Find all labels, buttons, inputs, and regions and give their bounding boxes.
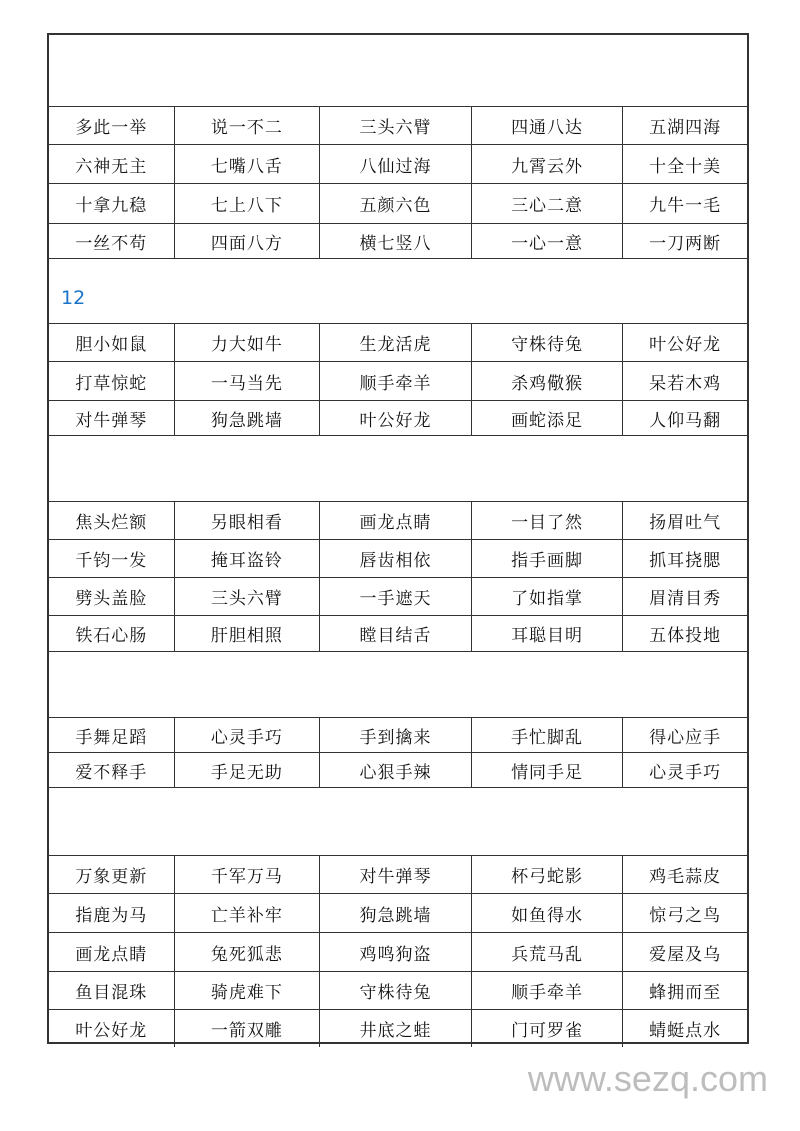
idiom-cell: 横七竖八 (320, 224, 472, 258)
idiom-cell: 焦头烂额 (49, 502, 175, 539)
idiom-cell: 得心应手 (649, 727, 722, 748)
idiom-cell: 兵荒马乱 (472, 933, 624, 971)
section-table-3 (49, 502, 747, 652)
idiom-cell: 鸡毛蒜皮 (649, 867, 722, 887)
idiom-cell: 呆若木鸡 (649, 373, 722, 394)
idiom-cell: 肝胆相照 (175, 616, 321, 651)
table-row (49, 753, 747, 788)
table-row (49, 184, 747, 224)
idiom-cell: 五湖四海 (649, 118, 722, 138)
table-row (49, 502, 747, 540)
table-row (49, 1010, 747, 1047)
section-table-5 (49, 856, 747, 1047)
idiom-cell: 心狠手辣 (320, 753, 472, 787)
idiom-cell: 耳聪目明 (472, 616, 624, 651)
table-row (49, 972, 747, 1010)
table-row (49, 856, 747, 894)
idiom-cell: 守株待兔 (320, 972, 472, 1009)
idiom-cell: 对牛弹琴 (320, 856, 472, 893)
idiom-cell: 杀鸡儆猴 (472, 362, 624, 400)
idiom-cell: 力大如牛 (175, 324, 321, 361)
section-table-2 (49, 324, 747, 436)
idiom-cell: 井底之蛙 (320, 1010, 472, 1047)
table-row (49, 401, 747, 436)
table-row (49, 718, 747, 753)
idiom-cell: 生龙活虎 (320, 324, 472, 361)
idiom-cell: 十全十美 (649, 156, 722, 177)
idiom-cell: 鸡鸣狗盗 (320, 933, 472, 971)
idiom-cell: 心灵手巧 (175, 718, 321, 752)
idiom-cell: 五颜六色 (320, 184, 472, 223)
idiom-cell: 顺手牵羊 (320, 362, 472, 400)
idiom-cell: 万象更新 (49, 856, 175, 893)
idiom-cell: 亡羊补牢 (175, 894, 321, 932)
idiom-cell: 胆小如鼠 (49, 324, 175, 361)
idiom-cell: 七上八下 (175, 184, 321, 223)
section-table-4 (49, 718, 747, 788)
idiom-cell: 九牛一毛 (649, 196, 722, 216)
idiom-cell: 四面八方 (175, 224, 321, 258)
idiom-cell: 指鹿为马 (49, 894, 175, 932)
idiom-cell: 一马当先 (175, 362, 321, 400)
idiom-cell: 叶公好龙 (320, 401, 472, 435)
idiom-cell: 狗急跳墙 (320, 894, 472, 932)
section-header-1 (49, 35, 747, 107)
idiom-cell: 四通八达 (472, 107, 624, 144)
idiom-cell: 一箭双雕 (175, 1010, 321, 1047)
table-row (49, 578, 747, 616)
idiom-cell: 画龙点睛 (49, 933, 175, 971)
idiom-cell: 手到擒来 (320, 718, 472, 752)
idiom-cell: 千军万马 (175, 856, 321, 893)
idiom-cell: 门可罗雀 (472, 1010, 624, 1047)
section-header-4 (49, 652, 747, 718)
idiom-cell: 杯弓蛇影 (472, 856, 624, 893)
idiom-cell: 手忙脚乱 (472, 718, 624, 752)
idiom-cell: 五体投地 (649, 626, 722, 646)
idiom-cell: 叶公好龙 (649, 335, 722, 355)
section-header-2 (49, 259, 747, 324)
idiom-cell: 说一不二 (175, 107, 321, 144)
watermark: www.sezq.com (527, 1058, 768, 1099)
idiom-cell: 一丝不苟 (49, 224, 175, 258)
idiom-cell: 画龙点睛 (320, 502, 472, 539)
table-row (49, 362, 747, 401)
idiom-cell: 瞠目结舌 (320, 616, 472, 651)
section-number: 12 (61, 287, 86, 309)
idiom-cell: 一目了然 (472, 502, 624, 539)
idiom-cell: 蜂拥而至 (649, 983, 722, 1003)
idiom-cell: 爱屋及乌 (649, 944, 722, 965)
idiom-cell: 唇齿相依 (320, 540, 472, 577)
idiom-cell: 画蛇添足 (472, 401, 624, 435)
idiom-cell: 十拿九稳 (49, 184, 175, 223)
idiom-cell: 一心一意 (472, 224, 624, 258)
idiom-cell: 兔死狐悲 (175, 933, 321, 971)
idiom-cell: 八仙过海 (320, 145, 472, 183)
idiom-cell: 如鱼得水 (472, 894, 624, 932)
idiom-cell: 心灵手巧 (649, 762, 722, 783)
idiom-cell: 千钧一发 (49, 540, 175, 577)
idiom-cell: 蜻蜓点水 (649, 1021, 722, 1041)
idiom-cell: 爱不释手 (49, 753, 175, 787)
idiom-cell: 狗急跳墙 (175, 401, 321, 435)
idiom-cell: 骑虎难下 (175, 972, 321, 1009)
idiom-cell: 顺手牵羊 (472, 972, 624, 1009)
idiom-cell: 叶公好龙 (49, 1010, 175, 1047)
idiom-cell: 扬眉吐气 (649, 513, 722, 533)
idiom-cell: 了如指掌 (472, 578, 624, 615)
idiom-cell: 惊弓之鸟 (649, 905, 722, 926)
table-row (49, 145, 747, 184)
idiom-cell: 手舞足蹈 (49, 718, 175, 752)
table-row (49, 107, 747, 145)
idiom-cell: 打草惊蛇 (49, 362, 175, 400)
idiom-cell: 铁石心肠 (49, 616, 175, 651)
idiom-cell: 守株待兔 (472, 324, 624, 361)
idiom-cell: 多此一举 (49, 107, 175, 144)
idiom-cell: 鱼目混珠 (49, 972, 175, 1009)
idiom-cell: 六神无主 (49, 145, 175, 183)
table-row (49, 933, 747, 972)
section-header-3 (49, 436, 747, 502)
idiom-cell: 指手画脚 (472, 540, 624, 577)
idiom-cell: 一刀两断 (649, 233, 722, 254)
table-row (49, 224, 747, 259)
idiom-cell: 七嘴八舌 (175, 145, 321, 183)
idiom-cell: 另眼相看 (175, 502, 321, 539)
section-header-5 (49, 788, 747, 856)
table-row (49, 540, 747, 578)
table-row (49, 894, 747, 933)
idiom-cell: 眉清目秀 (649, 589, 722, 609)
idiom-cell: 劈头盖脸 (49, 578, 175, 615)
idiom-cell: 三头六臂 (320, 107, 472, 144)
idiom-cell: 三心二意 (472, 184, 624, 223)
idiom-cell: 掩耳盗铃 (175, 540, 321, 577)
idiom-cell: 一手遮天 (320, 578, 472, 615)
idiom-cell: 人仰马翻 (649, 410, 722, 431)
idiom-cell: 情同手足 (472, 753, 624, 787)
table-row (49, 616, 747, 652)
idiom-cell: 九霄云外 (472, 145, 624, 183)
table-row (49, 324, 747, 362)
idiom-cell: 三头六臂 (175, 578, 321, 615)
section-table-1 (49, 107, 747, 259)
idiom-table (47, 33, 749, 1044)
idiom-cell: 手足无助 (175, 753, 321, 787)
idiom-cell: 对牛弹琴 (49, 401, 175, 435)
idiom-cell: 抓耳挠腮 (649, 551, 722, 571)
